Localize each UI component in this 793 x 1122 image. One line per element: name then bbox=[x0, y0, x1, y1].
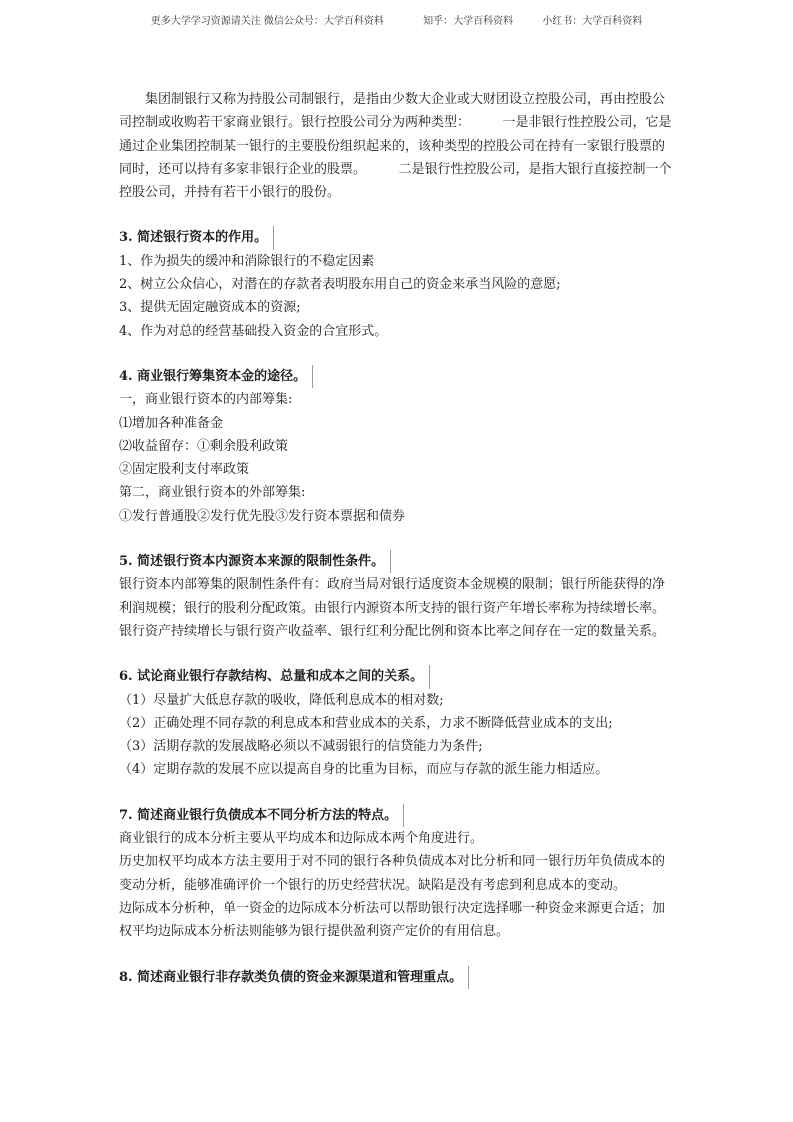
section-6 bbox=[119, 665, 675, 781]
section-7 bbox=[119, 804, 675, 944]
page-header bbox=[0, 12, 793, 27]
list-item: （2）正确处理不同存款的利息成本和营业成本的关系，力求不断降低营业成本的支出; bbox=[119, 715, 613, 731]
list-item: ①发行普通股②发行优先股③发行资本票据和债券 bbox=[119, 508, 406, 524]
section-paragraph: 历史加权平均成本方法主要用于对不同的银行各种负债成本对比分析和同一银行历年负债成本的变动分析，能够准确评价一个银行的历史经营状况。缺陷是没有考虑到利息成本的变动。 bbox=[119, 854, 666, 893]
list-item: 1、作为损失的缓冲和消除银行的不稳定因素 bbox=[119, 253, 375, 269]
section-paragraph: 边际成本分析种，单一资金的边际成本分析法可以帮助银行决定选择哪一种资金来源更合适；加权平均边际成本分析法则能够为银行提供盈利资产定价的有用信息。 bbox=[119, 900, 666, 940]
section-5 bbox=[119, 550, 675, 643]
list-item: （3）活期存款的发展战略必须以不减弱银行的信贷能力为条件; bbox=[119, 739, 483, 755]
list-item: 3、提供无固定融资成本的资源; bbox=[119, 300, 301, 316]
list-item: 4、作为对总的经营基础投入资金的合宜形式。 bbox=[119, 323, 388, 339]
header-right-text: 小红书：大学百科资料 bbox=[542, 16, 643, 27]
section-heading: 3. 简述银行资本的作用。 bbox=[119, 230, 268, 246]
list-item: 第二，商业银行资本的外部筹集: bbox=[119, 485, 306, 501]
header-middle-text: 知乎：大学百科资料 bbox=[423, 16, 514, 27]
section-heading: 7. 简述商业银行负债成本不同分析方法的特点。 bbox=[119, 807, 398, 823]
list-item: 2、树立公众信心，对潜在的存款者表明股东用自己的资金来承当风险的意愿; bbox=[119, 277, 561, 293]
list-item: ⑵收益留存：①剩余股利政策 bbox=[119, 438, 289, 454]
list-item: （1）尽量扩大低息存款的吸收，降低利息成本的相对数; bbox=[119, 692, 444, 708]
section-heading: 5. 简述银行资本内源资本来源的限制性条件。 bbox=[119, 554, 385, 570]
intro-paragraph: 集团制银行又称为持股公司制银行，是指由少数大企业或大财团设立控股公司，再由控股公司控制或收购若干家商业银行。银行控股公司分为两种类型： 一是非银行性控股公司，它是通过企业集团控制某一银行的主要股份组织起来的，该种类型的控股公司在持有一家银行股票的同时，还可以持有多家非银行企业的股票。 二是银行性控股公司，是指大银行直接控制一个控股公司，并持有若干小银行的股份。 bbox=[119, 92, 672, 201]
section-4 bbox=[119, 365, 675, 528]
section-heading: 4. 商业银行筹集资本金的途径。 bbox=[119, 368, 307, 384]
section-8 bbox=[119, 966, 675, 989]
list-item: ⑴增加各种准备金 bbox=[119, 415, 224, 431]
section-3 bbox=[119, 226, 675, 342]
list-item: 一，商业银行资本的内部筹集: bbox=[119, 392, 293, 408]
list-item: ②固定股利支付率政策 bbox=[119, 462, 250, 478]
list-item: （4）定期存款的发展不应以提高自身的比重为目标，而应与存款的派生能力相适应。 bbox=[119, 762, 609, 778]
header-left-text: 更多大学学习资源请关注 微信公众号：大学百科资料 bbox=[150, 16, 384, 27]
section-heading: 6. 试论商业银行存款结构、总量和成本之间的关系。 bbox=[119, 669, 424, 685]
section-heading: 8. 简述商业银行非存款类负债的资金来源渠道和管理重点。 bbox=[119, 969, 463, 985]
document-body bbox=[119, 88, 675, 989]
section-paragraph: 银行资本内部筹集的限制性条件有：政府当局对银行适度资本金规模的限制；银行所能获得的净利润规模；银行的股利分配政策。由银行内源资本所支持的银行资产年增长率称为持续增长率。银行资产持续增长与银行资产收益率、银行红利分配比例和资本比率之间存在一定的数量关系。 bbox=[119, 577, 666, 639]
section-paragraph: 商业银行的成本分析主要从平均成本和边际成本两个角度进行。 bbox=[119, 831, 484, 847]
